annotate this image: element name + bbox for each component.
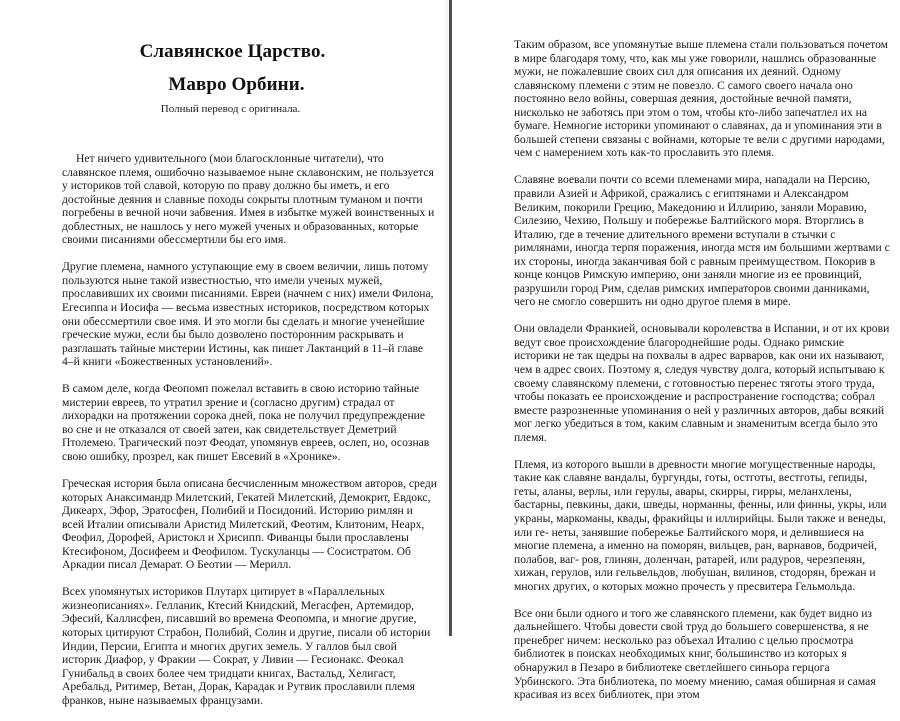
paragraph: Все они были одного и того же славянского племени, как будет видно из дальнейшего. Чтобы довести свой труд до большего совершенства, я не пренебрег ничем: несколько раз объехал Италию с целью просмотра библиотек в поисках необходимых книг, большинство из которых я обнаружил в Пезаро в библиотеке светлейшего синьора герцога Урбинского. Эта библиотека, по моему мнению, самая обширная и самая красивая из всех библиотек, при этом: [514, 606, 876, 702]
paragraph: В самом деле, когда Феопомп пожелал вставить в свою историю тайные мистерии евреев, то утратил зрение и (согласно другим) страдал от лихорадки на протяжении сорока дней, пока не получил предупреждение во сне и не отказался от своей затеи, как свидетельствует Деметрий Птолемею. Трагический поэт Феодат, упомянув евреев, ослеп, но, осознав свою ошибку, прозрел, как пишет Евсевий в «Хронике».: [62, 382, 430, 463]
paragraph: Племя, из которого вышли в древности многие могущественные народы, такие как славяне вандалы, бургунды, готы, остготы, вестготы, гепиды, геты, аланы, верлы, или герулы, авары, скирры, гирры, меланхлены, бастарны, певкины, даки, шведы, норманны, фенны, или финны, укры, или украны, маркоманы, квады, фракийцы и иллирийцы. Были также и венеды, или ге- неты, занявшие побережье Балтийского моря, и делившиеся на многие племена, а именно на поморян, вильцев, ран, варнавов, бодричей, полабов, ваг- ров, глинян, доленчан, ратарей, или радуров, черезпенян, хижан, герулов, или гельвельдов, любушан, вилинов, стодорян, брежан и многих других, о которых можно прочесть у пресвитера Гельмольда.: [514, 457, 887, 593]
document-title: Славянское Царство.: [139, 41, 326, 62]
document-author: Мавро Орбини.: [168, 74, 305, 95]
paragraph: Всех упомянутых историков Плутарх цитирует в «Параллельных жизнеописаниях». Гелланик, Ктесий Книдский, Мегасфен, Артемидор, Эфесий, Каллисфен, писавший во времена Феопомпа, и многие другие, которых цитируют Страбон, Полибий, Солин и другие, писали об истории Индии, Персии, Египта и многих других земель. У галлов был свой историк Диафор, у Фракии — Сократ, у Ливии — Гесионакс. Феокал Гунибальд в своих более чем тридцати книгах, Вастальд, Хелигаст, Аребальд, Ритимер, Ветан, Дорак, Карадак и Рутвик прославили племя франков, ныне называемых французами.: [62, 585, 431, 707]
paragraph: Нет ничего удивительного (мои благосклонные читатели), что славянское племя, ошибочно называемое ныне склавонским, не пользуется у историков той славой, которую по праву должно бы иметь, и его достойные деяния и славные походы сокрыты плотным туманом и почти погребены в вечной ночи забвения. Имея в избытке мужей воинственных и доблестных, не нашлось у него мужей ученых и образованных, которые своими писаниями обессмертили бы его имя.: [62, 152, 435, 247]
paragraph: Другие племена, намного уступающие ему в своем величии, лишь потому пользуются ныне такой известностью, что имели ученых мужей, прославивших их своими писаниями. Евреи (начнем с них) имели Филона, Егесиппа и Иосифа — весьма известных историков, посредством которых они обессмертили свое имя. И это могли бы сделать и многие ученейшие греческие мужи, если бы было дозволено посторонним раскрывать и разглашать тайные мистерии Истины, как пишет Лактанций в 11–й главе 4–й книги «Божественных установлений».: [62, 260, 434, 369]
paragraph: Таким образом, все упомянутые выше племена стали пользоваться почетом в мире благодаря тому, что, как мы уже говорили, нашлись образованные мужи, не пожалевшие своих сил для описания их деяний. Одному славянскому племени с этим не повезло. С самого своего начала оно постоянно вело войны, совершая деяния, достойные вечной памяти, нисколько не заботясь при этом о том, чтобы кто-либо запечатлел их на бумаге. Немногие историки упоминают о славянах, да и упоминания эти в большей степени связаны с войнами, которые те вели с другими народами, чем с намерением хоть как-то прославить это племя.: [514, 38, 888, 160]
paragraph: Они овладели Франкией, основывали королевства в Испании, и от их крови ведут свое происхождение благороднейшие роды. Однако римские историки не так щедры на похвалы в адрес варваров, как они их называют, чем в адрес своих. Поэтому я, следуя чувству долга, который испытываю к своему славянскому племени, с готовностью перенес тяготы этого труда, чтобы показать ее происхождение и распространение господства; собрал вместе разрозненные упоминания о ней у различных авторов, дабы всякий мог легко убедиться в том, каким славным и знаменитым всегда было это племя.: [514, 322, 890, 444]
left-page-body: [62, 152, 437, 721]
paragraph: Греческая история была описана бесчисленным множеством авторов, среди которых Анаксимандр Милетский, Гекатей Милетский, Демокрит, Евдокс, Дикеарх, Эфор, Эратосфен, Полибий и Посидоний. Историю римлян и всей Италии описывали Аристид Милетский, Феотим, Клитоним, Неарх, Феофил, Дорофей, Аристокл и Хрисипп. Фиванцы были прославлены Ктесифоном, Досифеем и Феофилом. Тускуланцы — Сосистратом. Об Аркадии писал Демарат. О Беотии — Мерилл.: [62, 476, 437, 572]
left-page: [0, 0, 449, 707]
document-subtitle: Полный перевод с оригинала.: [160, 103, 301, 115]
right-page-body: [514, 38, 890, 715]
paragraph: Славяне воевали почти со всеми племенами мира, нападали на Персию, правили Азией и Африкой, сражались с египтянами и Александром Великим, покорили Грецию, Македонию и Иллирию, заняли Моравию, Силезию, Чехию, Польшу и побережье Балтийского моря. Вторглись в Италию, где в течение длительного времени вступали в стычки с римлянами, иногда терпя поражения, иногда мстя им большими жертвами с их стороны, иногда заканчивая бой с равным преимуществом. Покорив в конце концов Римскую империю, они заняли многие из ее провинций, разрушили город Рим, сделав римских императоров своими данниками, чего не смогло совершить ни одно другое племя в мире.: [514, 173, 890, 309]
